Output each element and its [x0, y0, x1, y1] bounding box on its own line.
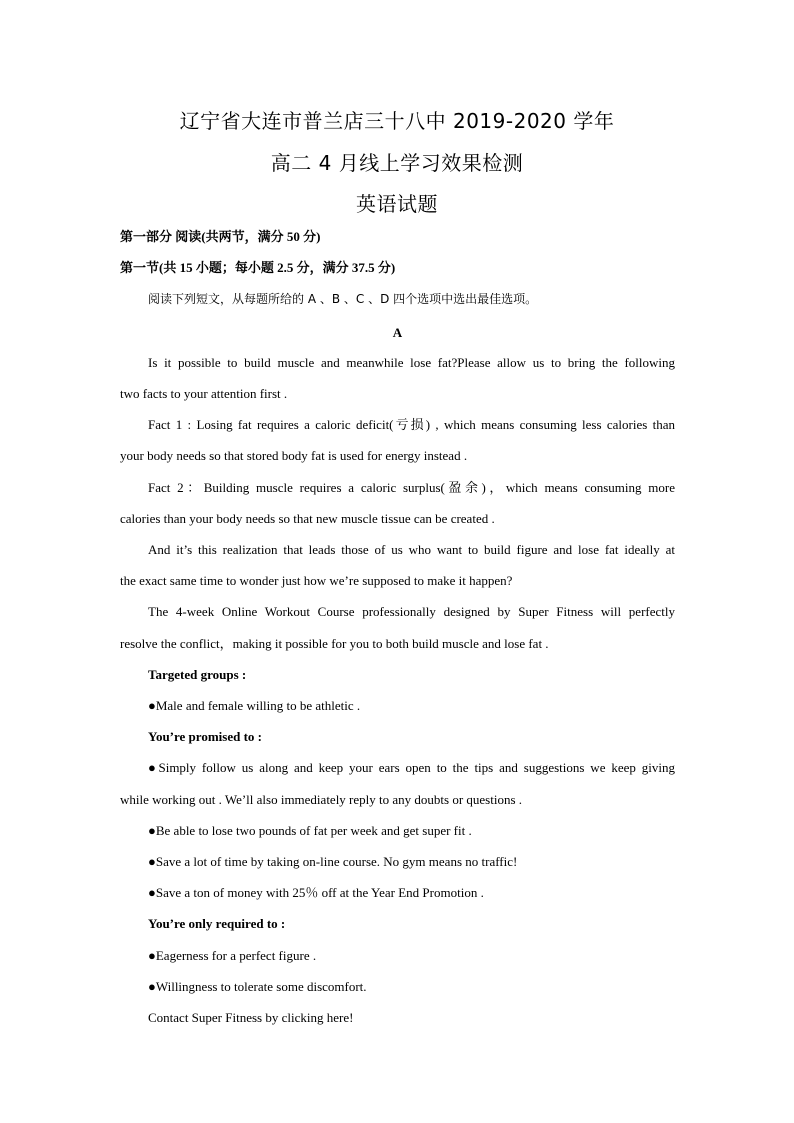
passage-label: A — [392, 325, 403, 340]
list-item-continuation: while working out . We’ll also immediately reply to any doubts or questions . — [120, 792, 523, 807]
list-item: ●Save a lot of time by taking on-line course. No gym means no traffic! — [148, 854, 518, 869]
paragraph-line: Fact 1 : Losing fat requires a caloric deficit(亏损) , which means consuming less calories than — [148, 417, 675, 432]
paragraph-line: And it’s this realization that leads those of us who want to build figure and lose fat ideally at — [148, 542, 675, 557]
list-item: ●Male and female willing to be athletic . — [148, 698, 361, 713]
subject-title: 英语试题 — [356, 192, 438, 216]
page-subtitle: 高二 4 月线上学习效果检测 — [270, 151, 524, 175]
list-item: ●Willingness to tolerate some discomfort. — [148, 979, 367, 994]
targeted-groups-heading: Targeted groups : — [148, 667, 247, 682]
page-title: 辽宁省大连市普兰店三十八中 2019-2020 学年 — [179, 109, 615, 133]
paragraph-line: The 4-week Online Workout Course professionally designed by Super Fitness will perfectly — [148, 604, 675, 619]
list-item: ●Simply follow us along and keep your ears open to the tips and suggestions we keep giving — [148, 760, 675, 775]
list-item: ●Save a ton of money with 25％ off at the Year End Promotion . — [148, 885, 484, 900]
paragraph-line: calories than your body needs so that new muscle tissue can be created . — [120, 511, 495, 526]
instruction-text: 阅读下列短文，从每题所给的 A 、B 、C 、D 四个选项中选出最佳选项。 — [148, 292, 538, 306]
paragraph-line: resolve the conflict，making it possible for you to both build muscle and lose fat . — [120, 636, 549, 651]
paragraph-line: your body needs so that stored body fat is used for energy instead . — [120, 448, 468, 463]
section-heading: 第一节(共 15 小题；每小题 2.5 分，满分 37.5 分) — [120, 260, 396, 275]
required-heading: You’re only required to : — [148, 916, 286, 931]
paragraph-line: two facts to your attention first . — [120, 386, 288, 401]
paragraph-line: Fact 2：Building muscle requires a caloric surplus(盈余)，which means consuming more — [148, 480, 675, 495]
part-heading: 第一部分 阅读(共两节，满分 50 分) — [120, 229, 321, 244]
paragraph-line: Is it possible to build muscle and meanwhile lose fat?Please allow us to bring the following — [148, 355, 675, 370]
contact-line: Contact Super Fitness by clicking here! — [148, 1010, 354, 1025]
list-item: ●Be able to lose two pounds of fat per week and get super fit . — [148, 823, 472, 838]
paragraph-line: the exact same time to wonder just how we’re supposed to make it happen? — [120, 573, 513, 588]
promised-heading: You’re promised to : — [148, 729, 262, 744]
list-item: ●Eagerness for a perfect figure . — [148, 948, 317, 963]
